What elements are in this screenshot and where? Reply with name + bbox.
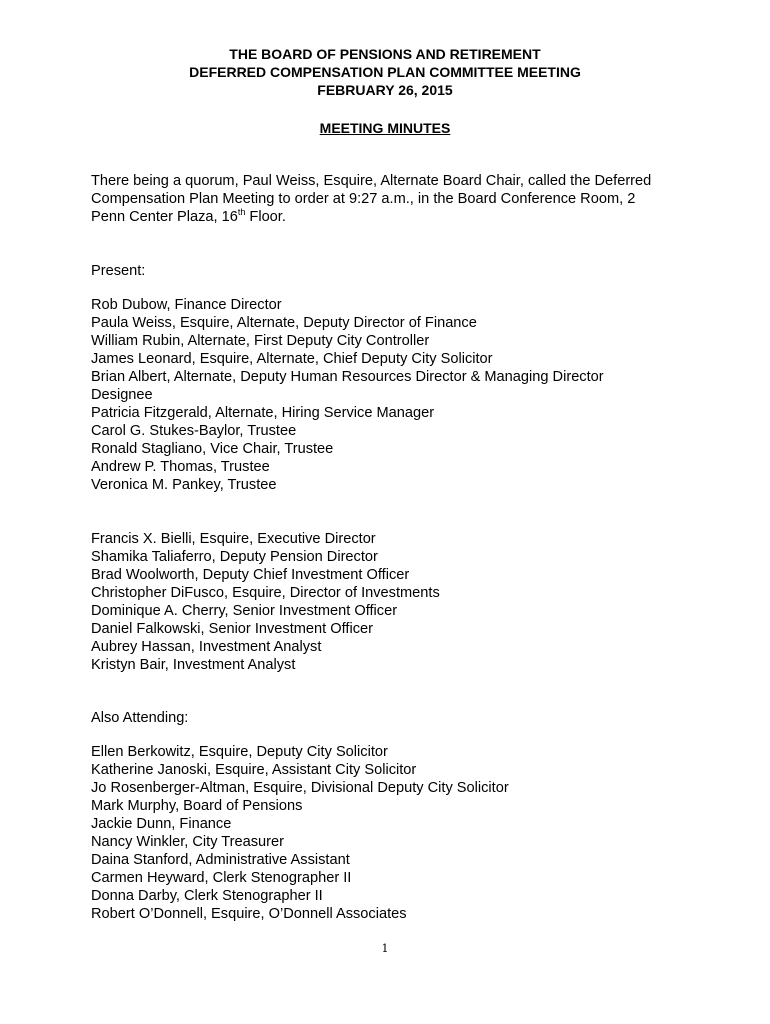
list-item: Daina Stanford, Administrative Assistant	[91, 852, 350, 868]
list-item: Shamika Taliaferro, Deputy Pension Director	[91, 549, 378, 565]
list-item: Nancy Winkler, City Treasurer	[91, 834, 285, 850]
list-item: Robert O’Donnell, Esquire, O’Donnell Associates	[91, 906, 407, 922]
list-item: Brian Albert, Alternate, Deputy Human Resources Director & Managing Director	[91, 369, 604, 385]
intro-paragraph	[91, 172, 691, 226]
list-item: Mark Murphy, Board of Pensions	[91, 798, 303, 814]
list-item: Jo Rosenberger-Altman, Esquire, Divisional Deputy City Solicitor	[91, 780, 509, 796]
intro-line-1: There being a quorum, Paul Weiss, Esquire, Alternate Board Chair, called the Deferred	[91, 173, 652, 189]
list-item: Christopher DiFusco, Esquire, Director of Investments	[91, 585, 440, 601]
list-item: Carmen Heyward, Clerk Stenographer II	[91, 870, 352, 886]
header-line-1: THE BOARD OF PENSIONS AND RETIREMENT	[229, 46, 541, 62]
header-line-2: DEFERRED COMPENSATION PLAN COMMITTEE MEETING	[189, 64, 581, 80]
list-item: Donna Darby, Clerk Stenographer II	[91, 888, 323, 904]
list-item: Ellen Berkowitz, Esquire, Deputy City Solicitor	[91, 744, 388, 760]
intro-line-3	[91, 208, 691, 226]
present-label: Present:	[91, 263, 146, 279]
intro-line-3-end: Floor.	[245, 209, 286, 225]
list-item: Andrew P. Thomas, Trustee	[91, 459, 270, 475]
list-item: Brad Woolworth, Deputy Chief Investment Officer	[91, 567, 410, 583]
list-item: Jackie Dunn, Finance	[91, 816, 232, 832]
list-item: Katherine Janoski, Esquire, Assistant City Solicitor	[91, 762, 417, 778]
intro-line-3-text: Penn Center Plaza, 16	[91, 209, 238, 225]
present-list	[91, 296, 711, 494]
list-item: Kristyn Bair, Investment Analyst	[91, 657, 296, 673]
list-item: Carol G. Stukes-Baylor, Trustee	[91, 423, 297, 439]
intro-line-2: Compensation Plan Meeting to order at 9:27 a.m., in the Board Conference Room, 2	[91, 191, 636, 207]
list-item: Patricia Fitzgerald, Alternate, Hiring Service Manager	[91, 405, 435, 421]
page-number: 1	[381, 942, 389, 955]
list-item: Ronald Stagliano, Vice Chair, Trustee	[91, 441, 334, 457]
also-attending-list	[91, 743, 711, 923]
list-item: William Rubin, Alternate, First Deputy City Controller	[91, 333, 430, 349]
header-line-3: FEBRUARY 26, 2015	[317, 82, 453, 98]
document-header	[0, 45, 770, 99]
also-attending-label: Also Attending:	[91, 710, 189, 726]
staff-list	[91, 530, 711, 674]
list-item: James Leonard, Esquire, Alternate, Chief Deputy City Solicitor	[91, 351, 493, 367]
ordinal-suffix: th	[237, 207, 246, 218]
list-item: Paula Weiss, Esquire, Alternate, Deputy Director of Finance	[91, 315, 477, 331]
list-item: Dominique A. Cherry, Senior Investment Officer	[91, 603, 398, 619]
list-item: Daniel Falkowski, Senior Investment Officer	[91, 621, 373, 637]
list-item: Rob Dubow, Finance Director	[91, 297, 282, 313]
minutes-title: MEETING MINUTES	[319, 120, 451, 136]
list-item: Francis X. Bielli, Esquire, Executive Director	[91, 531, 376, 547]
list-item: Veronica M. Pankey, Trustee	[91, 477, 277, 493]
list-item: Aubrey Hassan, Investment Analyst	[91, 639, 322, 655]
list-item: Designee	[91, 387, 153, 403]
